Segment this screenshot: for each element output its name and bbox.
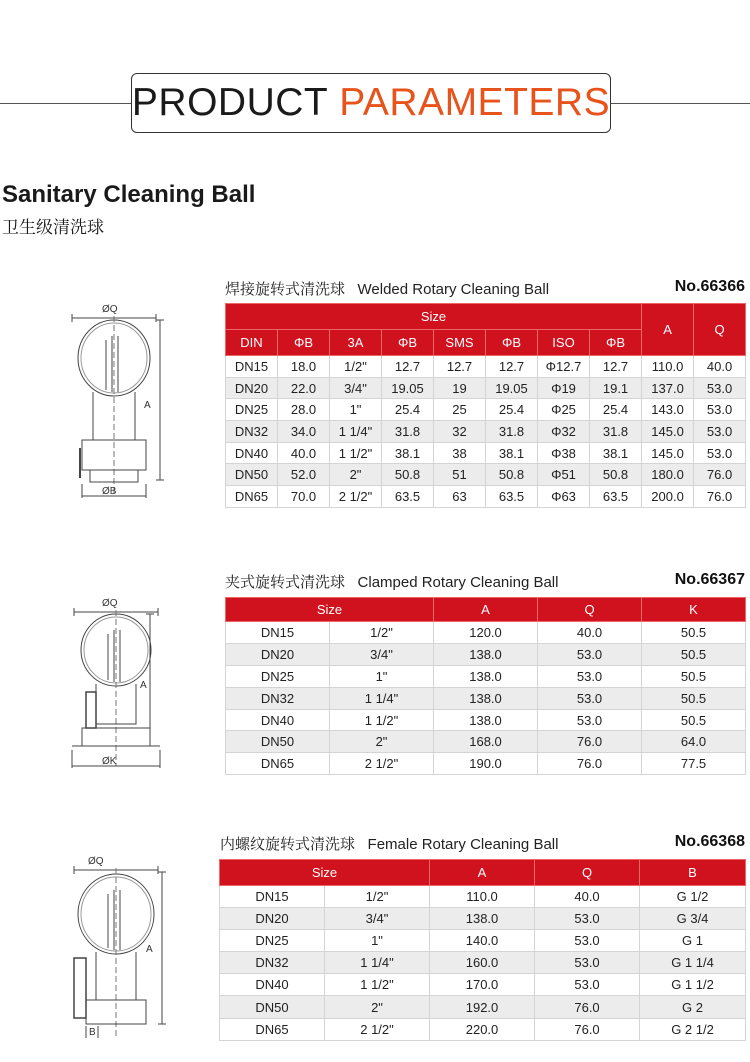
welded-subheader-cell: DIN [226,330,278,356]
female-drawing-a: A [146,944,153,955]
table-row [220,886,746,908]
table-cell: 53.0 [535,930,640,952]
table-cell: DN15 [220,886,325,908]
clamped-title-cn: 夹式旋转式清洗球 [225,574,346,591]
table-cell: 1 1/2" [330,442,382,464]
table-cell: DN32 [220,952,325,974]
clamped-table [225,597,746,775]
table-cell: DN32 [226,687,330,709]
table-cell: 31.8 [590,421,642,443]
table-cell: 63.5 [486,486,538,508]
table-cell: 2" [330,464,382,486]
table-cell: 3/4" [325,908,430,930]
table-cell: 50.8 [590,464,642,486]
table-cell: 190.0 [434,753,538,775]
female-header-size: Size [220,860,430,886]
table-cell: 50.8 [486,464,538,486]
table-cell: 63.5 [382,486,434,508]
table-cell: Φ19 [538,377,590,399]
table-cell: 38.1 [382,442,434,464]
table-cell: 12.7 [434,356,486,378]
table-cell: 1 1/4" [325,952,430,974]
clamped-number: No.66367 [674,571,745,588]
welded-subheader-cell: 3A [330,330,382,356]
table-cell: 53.0 [538,687,642,709]
table-cell: 12.7 [486,356,538,378]
table-cell: DN20 [220,908,325,930]
table-cell: 19 [434,377,486,399]
table-row [226,486,746,508]
table-cell: 160.0 [430,952,535,974]
table-cell: 220.0 [430,1018,535,1040]
table-cell: 53.0 [694,442,746,464]
table-cell: 18.0 [278,356,330,378]
table-cell: 28.0 [278,399,330,421]
table-cell: 31.8 [382,421,434,443]
table-cell: 53.0 [535,908,640,930]
table-cell: 2 1/2" [330,753,434,775]
table-cell: 25 [434,399,486,421]
table-cell: 50.5 [642,709,746,731]
female-title-cn: 内螺纹旋转式清洗球 [220,836,356,853]
clamped-header-k: K [642,598,746,622]
table-cell: 1" [330,665,434,687]
female-title-en: Female Rotary Cleaning Ball [367,836,559,853]
table-cell: 34.0 [278,421,330,443]
clamped-drawing-q: ØQ [102,598,118,609]
table-cell: 76.0 [535,996,640,1018]
table-cell: 53.0 [538,709,642,731]
table-cell: 3/4" [330,643,434,665]
clamped-title-en: Clamped Rotary Cleaning Ball [357,574,559,591]
welded-drawing-a: A [144,400,151,411]
table-cell: 50.5 [642,643,746,665]
table-cell: 2 1/2" [330,486,382,508]
table-cell: 1" [330,399,382,421]
table-cell: 76.0 [694,464,746,486]
table-cell: 22.0 [278,377,330,399]
table-cell: 1/2" [330,356,382,378]
table-cell: 1/2" [325,886,430,908]
table-cell: 2" [330,731,434,753]
table-cell: 110.0 [642,356,694,378]
table-row [226,442,746,464]
table-cell: 32 [434,421,486,443]
table-cell: DN20 [226,377,278,399]
table-cell: 145.0 [642,442,694,464]
table-cell: 53.0 [694,399,746,421]
banner-word-parameters: PARAMETERS [339,81,611,124]
table-cell: 25.4 [590,399,642,421]
table-cell: 53.0 [538,643,642,665]
table-cell: 1/2" [330,622,434,644]
clamped-drawing-a: A [140,680,147,691]
table-cell: 52.0 [278,464,330,486]
table-cell: 168.0 [434,731,538,753]
clamped-heading [225,571,558,592]
table-cell: 38.1 [590,442,642,464]
table-cell: 64.0 [642,731,746,753]
table-cell: 200.0 [642,486,694,508]
table-cell: DN65 [220,1018,325,1040]
table-cell: 3/4" [330,377,382,399]
clamped-drawing-k: ØK [102,756,117,767]
table-cell: 110.0 [430,886,535,908]
table-cell: 50.5 [642,665,746,687]
welded-title-cn: 焊接旋转式清洗球 [225,281,346,298]
table-cell: G 1 1/4 [640,952,746,974]
section-banner [131,73,611,133]
table-cell: 2 1/2" [325,1018,430,1040]
female-number: No.66368 [674,833,745,850]
table-cell: 76.0 [535,1018,640,1040]
female-header-q: Q [535,860,640,886]
table-row [220,974,746,996]
clamped-ball-drawing [62,596,172,776]
table-cell: Φ38 [538,442,590,464]
table-cell: 137.0 [642,377,694,399]
table-cell: 53.0 [694,377,746,399]
table-row [226,421,746,443]
table-cell: 50.8 [382,464,434,486]
table-cell: DN20 [226,643,330,665]
table-row [226,731,746,753]
table-cell: 50.5 [642,622,746,644]
table-cell: 53.0 [538,665,642,687]
table-row [220,930,746,952]
table-cell: 120.0 [434,622,538,644]
table-cell: Φ25 [538,399,590,421]
welded-drawing-b: ØB [102,486,117,497]
table-cell: 138.0 [434,643,538,665]
table-row [220,996,746,1018]
table-cell: DN40 [220,974,325,996]
female-table [219,859,746,1041]
table-cell: 138.0 [434,709,538,731]
table-row [226,399,746,421]
table-cell: 40.0 [538,622,642,644]
female-header-b: B [640,860,746,886]
table-cell: DN65 [226,486,278,508]
female-header-a: A [430,860,535,886]
welded-subheader-cell: ΦB [278,330,330,356]
table-cell: 140.0 [430,930,535,952]
table-cell: 70.0 [278,486,330,508]
table-cell: 1 1/2" [325,974,430,996]
table-cell: 19.1 [590,377,642,399]
table-cell: G 2 [640,996,746,1018]
table-cell: 192.0 [430,996,535,1018]
table-cell: 63 [434,486,486,508]
table-cell: 31.8 [486,421,538,443]
table-cell: DN50 [226,464,278,486]
table-cell: 40.0 [535,886,640,908]
table-cell: 76.0 [538,753,642,775]
table-cell: DN50 [226,731,330,753]
table-cell: DN15 [226,356,278,378]
table-cell: 145.0 [642,421,694,443]
table-cell: 53.0 [535,952,640,974]
table-cell: 25.4 [486,399,538,421]
table-cell: Φ51 [538,464,590,486]
table-cell: 53.0 [535,974,640,996]
welded-header-size: Size [226,304,642,330]
welded-subheader-cell: ISO [538,330,590,356]
table-cell: 138.0 [434,665,538,687]
table-cell: 19.05 [382,377,434,399]
table-row [220,952,746,974]
table-cell: DN25 [226,665,330,687]
table-cell: Φ12.7 [538,356,590,378]
female-drawing-q: ØQ [88,856,104,867]
table-cell: 1 1/2" [330,709,434,731]
welded-header-a: A [642,304,694,356]
table-cell: 1" [325,930,430,952]
table-row [226,377,746,399]
table-cell: 77.5 [642,753,746,775]
table-cell: 40.0 [278,442,330,464]
product-title: Sanitary Cleaning Ball [2,181,256,208]
welded-table [225,303,746,508]
banner-line-right [611,103,750,104]
table-cell: 1 1/4" [330,687,434,709]
welded-subheader-cell: ΦB [382,330,434,356]
table-row [226,622,746,644]
table-cell: 138.0 [430,908,535,930]
welded-title-en: Welded Rotary Cleaning Ball [357,281,550,298]
product-title-cn: 卫生级清洗球 [2,218,104,237]
welded-subheader-cell: ΦB [590,330,642,356]
table-row [226,464,746,486]
table-cell: 2" [325,996,430,1018]
clamped-header-a: A [434,598,538,622]
female-heading [220,833,558,854]
table-cell: DN32 [226,421,278,443]
table-cell: 38.1 [486,442,538,464]
welded-drawing-q: ØQ [102,304,118,315]
table-cell: 19.05 [486,377,538,399]
table-cell: 76.0 [694,486,746,508]
table-cell: G 2 1/2 [640,1018,746,1040]
table-cell: 50.5 [642,687,746,709]
welded-header-q: Q [694,304,746,356]
welded-heading [225,278,549,299]
table-cell: DN65 [226,753,330,775]
table-cell: DN25 [220,930,325,952]
table-cell: DN40 [226,442,278,464]
table-cell: G 3/4 [640,908,746,930]
banner-word-product: PRODUCT [131,81,329,124]
table-row [226,687,746,709]
table-cell: G 1 [640,930,746,952]
table-cell: 38 [434,442,486,464]
banner-line-left [0,103,131,104]
table-cell: Φ32 [538,421,590,443]
table-cell: 170.0 [430,974,535,996]
table-row [226,753,746,775]
clamped-header-q: Q [538,598,642,622]
table-cell: Φ63 [538,486,590,508]
welded-ball-drawing [60,300,170,505]
female-drawing-b: B [89,1027,96,1038]
female-ball-drawing [60,852,170,1042]
table-cell: 12.7 [590,356,642,378]
table-cell: 12.7 [382,356,434,378]
table-row [226,643,746,665]
table-cell: 76.0 [538,731,642,753]
table-cell: DN25 [226,399,278,421]
table-cell: 180.0 [642,464,694,486]
welded-subheader-cell: SMS [434,330,486,356]
table-row [226,356,746,378]
table-row [226,709,746,731]
table-cell: G 1/2 [640,886,746,908]
table-row [220,1018,746,1040]
table-cell: 143.0 [642,399,694,421]
table-cell: 138.0 [434,687,538,709]
table-cell: DN15 [226,622,330,644]
table-cell: 63.5 [590,486,642,508]
table-cell: G 1 1/2 [640,974,746,996]
table-row [220,908,746,930]
table-row [226,665,746,687]
table-cell: 53.0 [694,421,746,443]
table-cell: 1 1/4" [330,421,382,443]
clamped-header-size: Size [226,598,434,622]
table-cell: 25.4 [382,399,434,421]
welded-number: No.66366 [674,278,745,295]
table-cell: DN50 [220,996,325,1018]
table-cell: 51 [434,464,486,486]
table-cell: DN40 [226,709,330,731]
table-cell: 40.0 [694,356,746,378]
welded-subheader-cell: ΦB [486,330,538,356]
